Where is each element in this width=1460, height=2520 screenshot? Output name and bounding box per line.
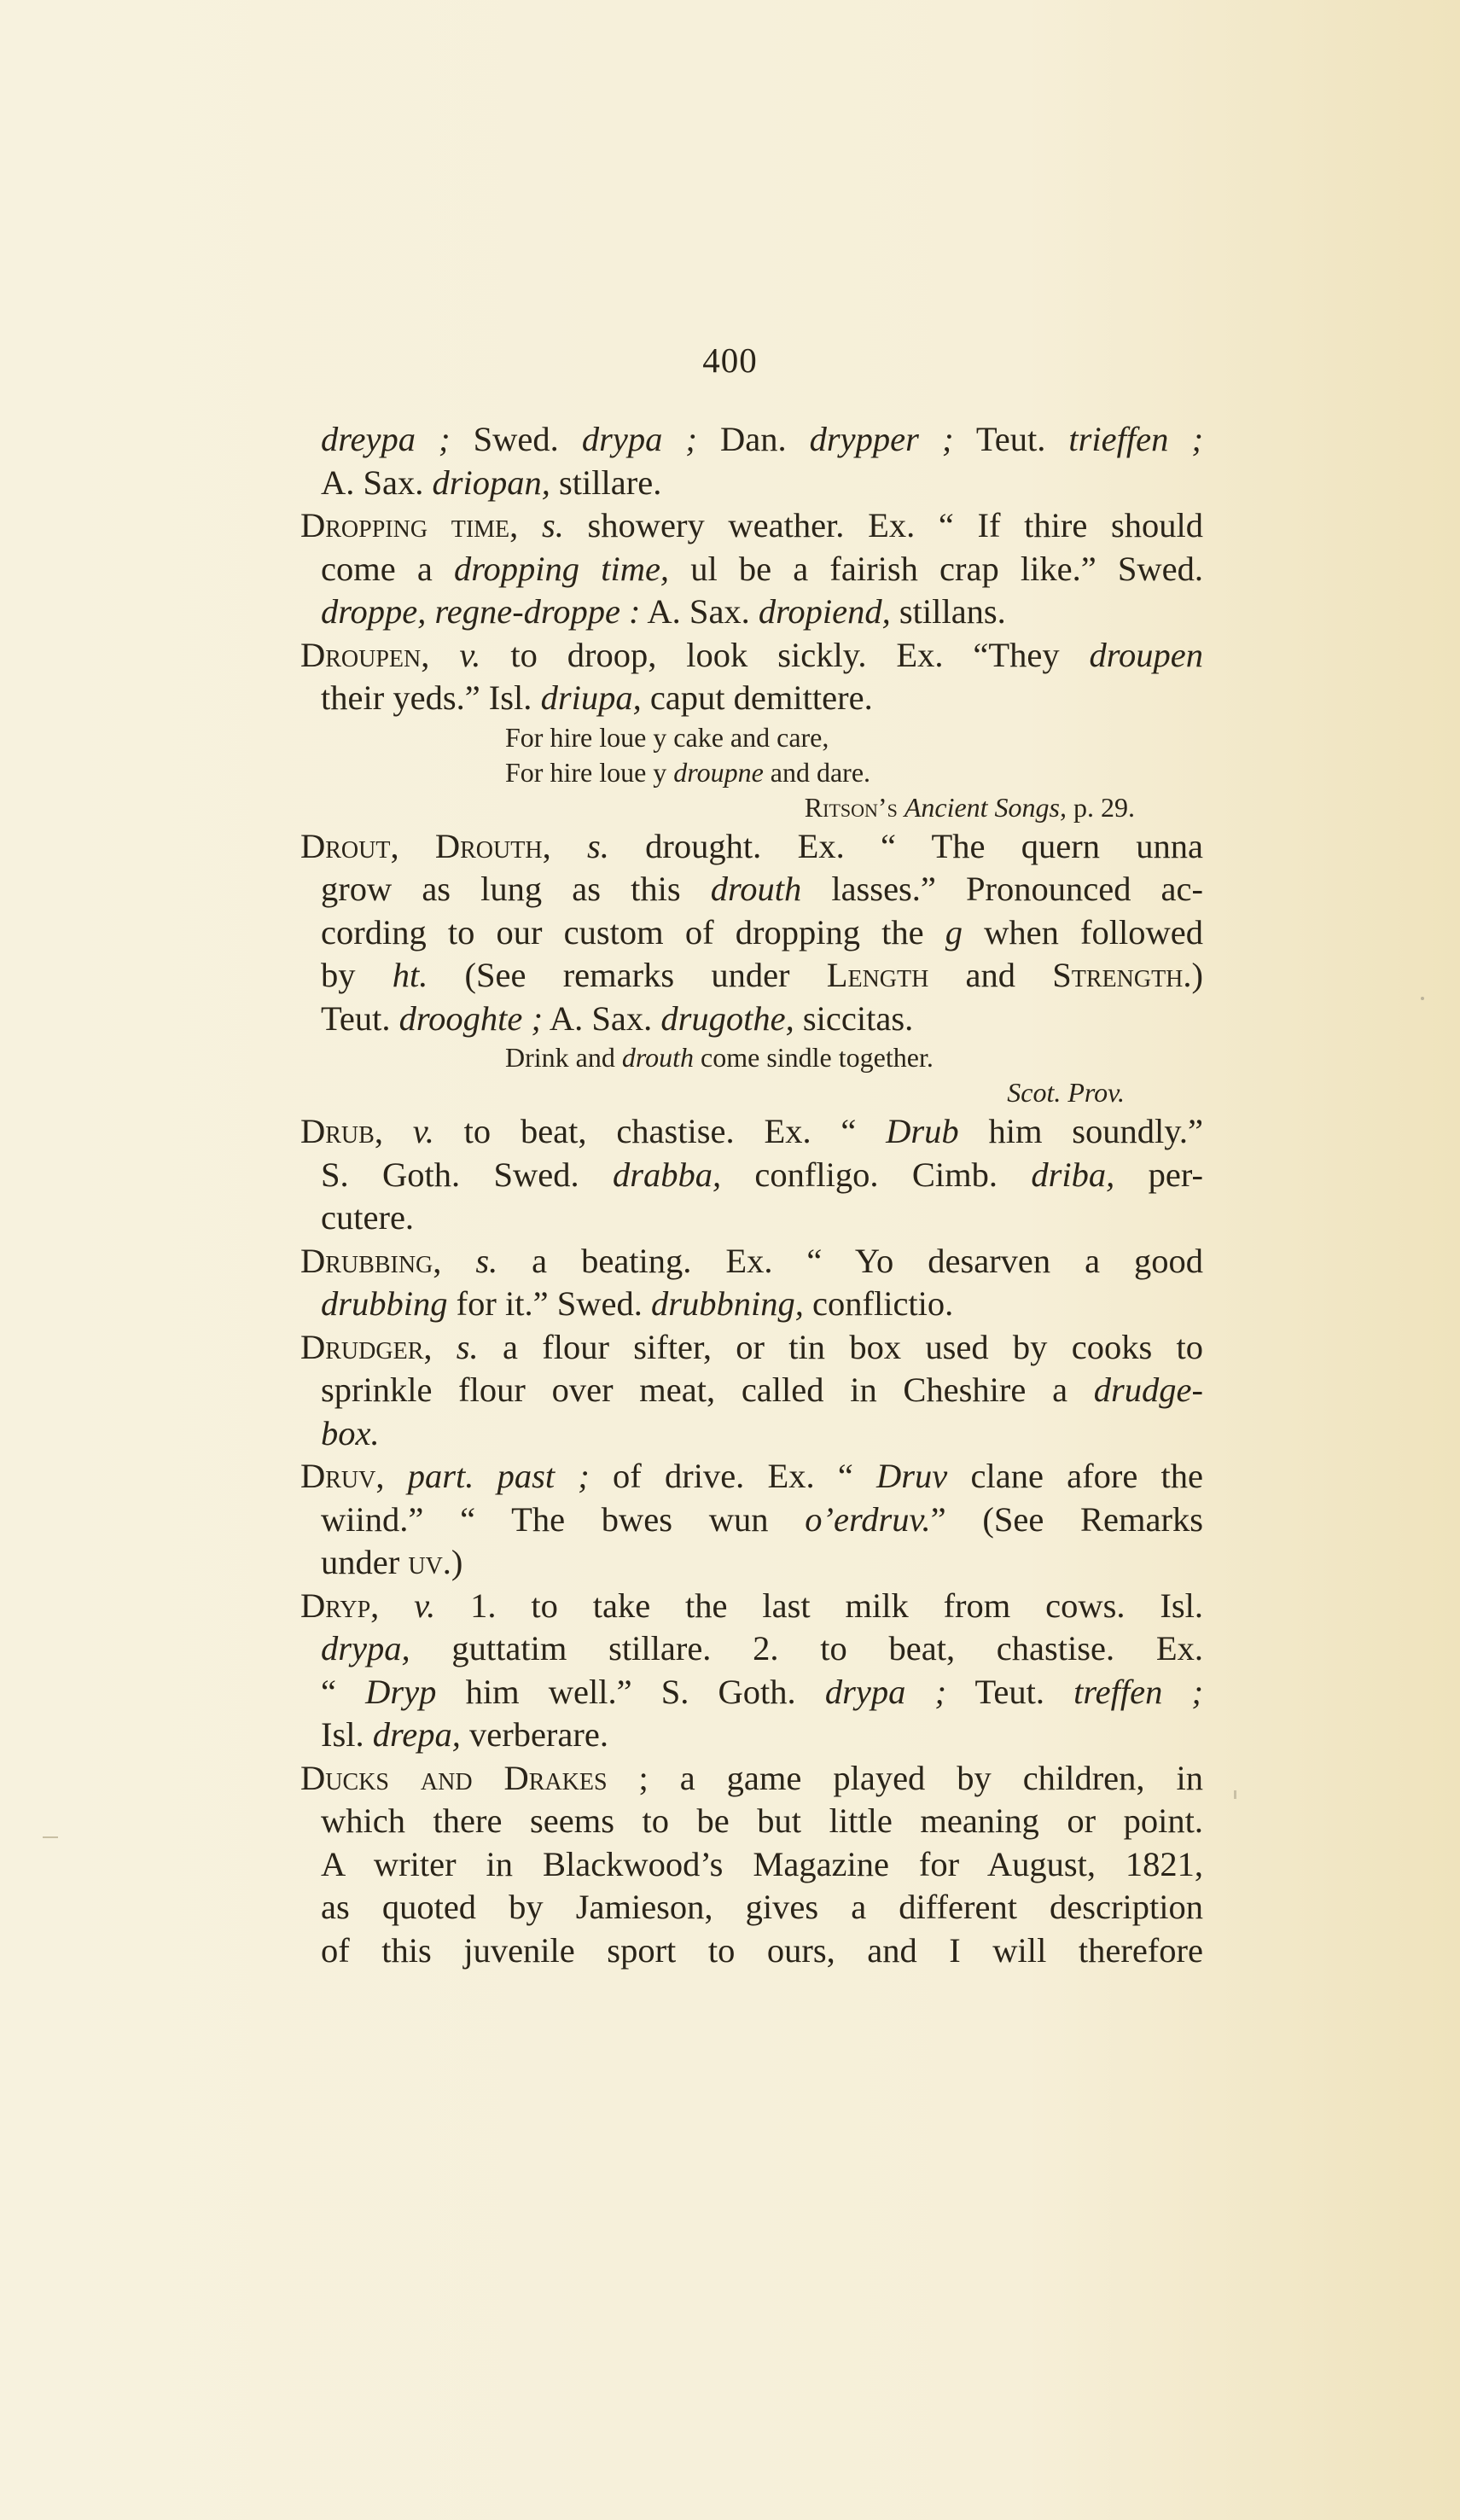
text-run: ; a game played by children, in — [607, 1758, 1203, 1797]
text-run: Drudger, — [300, 1327, 433, 1366]
text-line — [300, 462, 1203, 505]
text-run: drought. Ex. “ The quern unna — [608, 826, 1203, 865]
text-run: box. — [321, 1413, 380, 1452]
text-line — [300, 1886, 1203, 1929]
text-run: Droupen, — [300, 635, 430, 674]
text-run: to droop, look sickly. Ex. “They — [480, 635, 1090, 674]
text-run: (See remarks under — [428, 956, 827, 994]
text-run: Drout, Drouth, — [300, 826, 551, 865]
text-run: drubbning, — [650, 1284, 804, 1323]
text-line — [300, 1627, 1203, 1671]
text-run — [518, 506, 542, 544]
text-run: which there seems to be but little meaning or point. — [321, 1801, 1203, 1840]
text-line — [300, 911, 1203, 955]
text-run: cutere. — [321, 1198, 415, 1237]
text-line — [300, 1110, 1203, 1154]
text-run: when followed — [962, 912, 1203, 952]
text-run: him soundly.” — [958, 1112, 1203, 1150]
page-body — [300, 418, 1203, 1972]
text-run: confligo. Cimb. — [721, 1155, 1032, 1194]
text-line — [300, 504, 1203, 548]
text-run: For hire loue y — [505, 756, 674, 788]
text-run: stillans. — [890, 592, 1006, 631]
text-run — [385, 1457, 408, 1495]
text-run: by — [321, 956, 393, 994]
text-line — [300, 1800, 1203, 1843]
page-number: 400 — [702, 340, 758, 380]
text-run: s. — [456, 1327, 479, 1366]
text-line — [300, 720, 1203, 755]
page-speck — [1234, 1790, 1236, 1799]
text-line — [300, 755, 1203, 790]
text-line — [300, 548, 1203, 591]
text-run: A. Sax. — [640, 592, 759, 631]
text-run: siccitas. — [794, 998, 914, 1038]
text-run: p. 29. — [1067, 791, 1135, 823]
text-line — [300, 868, 1203, 911]
text-line — [300, 634, 1203, 678]
text-run: Scot. Prov. — [1007, 1077, 1125, 1108]
text-run: per- — [1114, 1155, 1203, 1194]
text-run: uv.) — [408, 1543, 463, 1581]
text-run: conflictio. — [803, 1284, 954, 1323]
text-run: drooghte ; — [398, 998, 543, 1038]
text-run: Length — [826, 956, 929, 994]
text-run: drepa, — [372, 1715, 461, 1754]
text-run: Dan. — [696, 420, 810, 458]
text-run: s. — [475, 1241, 498, 1280]
text-run: Swed. — [450, 420, 582, 458]
text-run: Drubbing, — [300, 1241, 442, 1280]
text-run: come sindle together. — [694, 1042, 934, 1073]
text-run: Ritson’s — [804, 791, 898, 823]
text-line — [300, 1196, 1203, 1240]
text-run: Dropping time, — [300, 506, 519, 544]
text-run: Ancient Songs, — [904, 791, 1067, 823]
text-run: driba, — [1031, 1155, 1115, 1194]
text-line — [300, 998, 1203, 1041]
text-run: v. — [412, 1112, 434, 1150]
text-run: Teut. — [321, 998, 399, 1038]
text-run: trieffen ; — [1068, 420, 1203, 458]
text-line — [300, 1671, 1203, 1714]
text-run: verberare. — [460, 1715, 608, 1754]
text-line — [300, 1843, 1203, 1887]
text-run: 1. to take the last milk from cows. Isl. — [435, 1586, 1203, 1625]
text-run: Drub, — [300, 1112, 383, 1150]
quotation-ritson — [300, 720, 1203, 825]
text-run: as quoted by Jamieson, gives a different description — [321, 1888, 1203, 1926]
text-run: Isl. — [321, 1715, 373, 1754]
text-run: A writer in Blackwood’s Magazine for August, 1821, — [321, 1844, 1203, 1883]
text-line — [300, 1757, 1203, 1801]
text-run: Druv, — [300, 1457, 385, 1495]
text-run: their yeds.” Isl. — [321, 678, 541, 717]
text-line — [300, 790, 1203, 825]
text-run: drouth — [710, 870, 802, 908]
text-run: under — [321, 1543, 409, 1581]
text-run: clane afore the — [947, 1457, 1204, 1495]
text-run: droupne — [673, 756, 764, 788]
text-run: drudge- — [1093, 1371, 1203, 1409]
text-line — [300, 1075, 1203, 1110]
text-run: grow as lung as this — [321, 870, 711, 908]
text-run — [379, 1586, 414, 1625]
text-run: drabba, — [612, 1155, 722, 1194]
text-run — [429, 636, 459, 674]
text-run: part. past ; — [407, 1457, 590, 1495]
text-run: lasses.” Pronounced ac- — [801, 870, 1203, 908]
text-run: A. Sax. — [543, 998, 661, 1038]
text-run: drypa, — [321, 1629, 410, 1667]
text-line — [300, 677, 1203, 720]
text-run: drugothe, — [660, 998, 794, 1038]
text-line — [300, 1585, 1203, 1628]
text-run — [441, 1242, 475, 1280]
page-speck — [1421, 997, 1424, 1000]
text-run: come a — [321, 549, 455, 588]
text-run: and dare. — [763, 756, 871, 788]
text-run: dreypa ; — [321, 420, 451, 458]
text-run: Dryp, — [300, 1586, 380, 1625]
text-run: droupen — [1089, 635, 1203, 674]
text-run: drubbing — [321, 1284, 448, 1323]
text-run: For hire loue y cake and care, — [505, 721, 829, 753]
text-line — [300, 1040, 1203, 1075]
text-run: ul be a fairish crap like.” Swed. — [669, 549, 1203, 588]
text-run: Teut. — [953, 420, 1069, 458]
text-line — [300, 1369, 1203, 1412]
text-run — [898, 792, 905, 823]
text-line — [300, 825, 1203, 869]
text-line — [300, 1455, 1203, 1499]
quotation-scot-prov — [300, 1040, 1203, 1110]
entries-block-3 — [300, 1110, 1203, 1972]
text-run: drypa ; — [824, 1672, 947, 1711]
text-run: Teut. — [946, 1672, 1074, 1711]
text-run: guttatim stillare. 2. to beat, chastise. Ex. — [410, 1629, 1203, 1667]
text-run: drouth — [621, 1042, 695, 1073]
text-line — [300, 1714, 1203, 1757]
text-run: v. — [414, 1586, 436, 1625]
text-run: Drink and — [505, 1042, 622, 1073]
text-run — [383, 1112, 413, 1150]
page-speck — [43, 1836, 58, 1838]
text-run: stillare. — [550, 463, 662, 502]
text-run: sprinkle flour over meat, called in Cheshire a — [321, 1371, 1094, 1409]
text-run: Drub — [886, 1112, 959, 1150]
text-run: “ — [321, 1672, 366, 1711]
text-line — [300, 1499, 1203, 1542]
text-line — [300, 1541, 1203, 1585]
text-run: caput demittere. — [641, 678, 873, 717]
text-run: treffen ; — [1073, 1672, 1204, 1711]
text-run: cording to our custom of dropping the — [321, 912, 945, 952]
text-run — [551, 827, 587, 865]
text-line — [300, 1240, 1203, 1283]
text-run: S. Goth. Swed. — [321, 1155, 613, 1194]
text-run: droppe, regne-droppe : — [321, 592, 641, 631]
text-run: Dryp — [365, 1672, 437, 1711]
entries-block-2 — [300, 825, 1203, 1041]
text-run: driupa, — [540, 678, 642, 717]
text-line — [300, 591, 1203, 634]
text-run: s. — [587, 826, 609, 865]
text-run: to beat, chastise. Ex. “ — [433, 1112, 887, 1150]
text-run: a flour sifter, or tin box used by cooks to — [478, 1327, 1204, 1366]
text-line — [300, 1154, 1203, 1197]
text-run: driopan, — [432, 463, 550, 502]
text-run: Strength.) — [1052, 956, 1204, 994]
text-run: of this juvenile sport to ours, and I will therefore — [321, 1930, 1203, 1970]
text-line — [300, 1412, 1203, 1456]
text-line — [300, 1326, 1203, 1370]
text-run: v. — [459, 635, 481, 674]
text-run: dropiend, — [758, 592, 891, 631]
text-run: him well.” S. Goth. — [436, 1672, 825, 1711]
text-run: wiind.” “ The bwes wun — [321, 1499, 806, 1539]
text-run: g — [945, 912, 963, 952]
text-run: for it.” Swed. — [447, 1284, 651, 1323]
text-line — [300, 418, 1203, 462]
text-run — [433, 1328, 457, 1366]
text-run: ht. — [392, 956, 428, 994]
text-line — [300, 1283, 1203, 1326]
text-run: drypa ; — [581, 420, 697, 458]
text-run: drypper ; — [809, 420, 954, 458]
text-run: of drive. Ex. “ — [589, 1457, 877, 1495]
entries-block-1 — [300, 418, 1203, 720]
text-run: showery weather. Ex. “ If thire should — [563, 506, 1204, 544]
text-run: s. — [541, 506, 564, 544]
text-run: Ducks and Drakes — [300, 1758, 608, 1797]
text-run: Druv — [876, 1457, 948, 1495]
text-run: a beating. Ex. “ Yo desarven a good — [497, 1241, 1204, 1280]
text-run: A. Sax. — [321, 463, 433, 502]
text-run: o’erdruv. — [805, 1499, 931, 1539]
text-line — [300, 954, 1203, 998]
text-line — [300, 1929, 1203, 1973]
text-run: and — [928, 956, 1053, 994]
text-run: dropping time, — [454, 549, 670, 588]
text-run: ” (See Remarks — [930, 1499, 1204, 1539]
